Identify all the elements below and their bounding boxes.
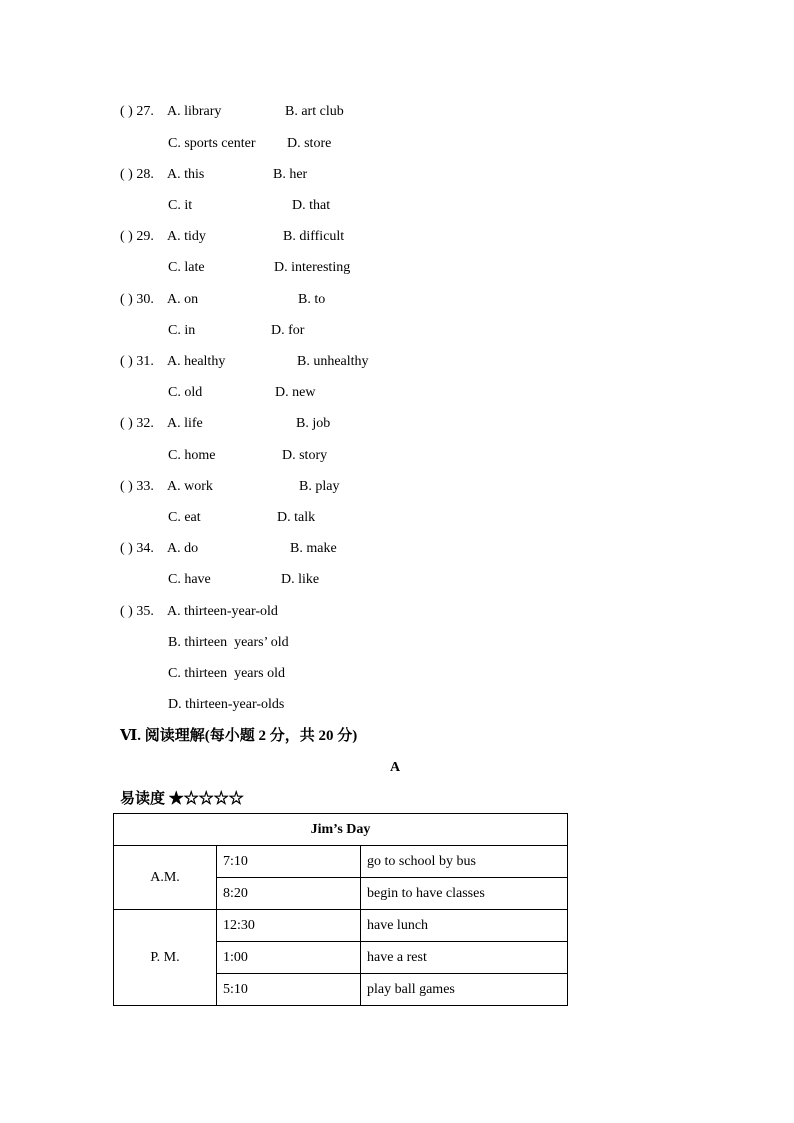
question-31-option-c: C. old (168, 385, 203, 400)
activity-cell: go to school by bus (361, 846, 568, 878)
activity-cell: begin to have classes (361, 878, 568, 910)
question-34-option-d: D. like (281, 572, 320, 587)
question-30-number: ( ) 30. (120, 292, 154, 307)
question-30-option-a: A. on (167, 292, 199, 307)
question-35-option-c: C. thirteen years old (168, 666, 286, 681)
question-27-number: ( ) 27. (120, 104, 154, 119)
question-34-option-a: A. do (167, 541, 199, 556)
passage-label: A (390, 760, 401, 775)
time-cell: 7:10 (217, 846, 361, 878)
question-28-option-d: D. that (292, 198, 331, 213)
table-row (114, 910, 568, 942)
question-33-option-b: B. play (299, 479, 340, 494)
time-cell: 5:10 (217, 974, 361, 1006)
question-34-number: ( ) 34. (120, 541, 154, 556)
question-32-option-b: B. job (296, 416, 331, 431)
activity-cell: play ball games (361, 974, 568, 1006)
question-27-option-a: A. library (167, 104, 222, 119)
time-cell: 8:20 (217, 878, 361, 910)
question-28-number: ( ) 28. (120, 167, 154, 182)
time-cell: 12:30 (217, 910, 361, 942)
question-32-option-a: A. life (167, 416, 203, 431)
question-33-option-a: A. work (167, 479, 213, 494)
table-row (114, 846, 568, 878)
question-27-option-c: C. sports center (168, 136, 256, 151)
pm-label: P. M. (114, 910, 217, 1006)
question-30-option-b: B. to (298, 292, 326, 307)
question-35-option-a: A. thirteen-year-old (167, 604, 278, 619)
question-31-option-a: A. healthy (167, 354, 226, 369)
table-header-row (114, 814, 568, 846)
question-33-option-c: C. eat (168, 510, 201, 525)
question-33-option-d: D. talk (277, 510, 316, 525)
question-29-number: ( ) 29. (120, 229, 154, 244)
question-30-option-d: D. for (271, 323, 305, 338)
question-29-option-a: A. tidy (167, 229, 206, 244)
question-30-option-c: C. in (168, 323, 196, 338)
question-34-option-b: B. make (290, 541, 337, 556)
activity-cell: have a rest (361, 942, 568, 974)
question-29-option-c: C. late (168, 260, 205, 275)
question-27-option-d: D. store (287, 136, 332, 151)
question-31-option-b: B. unhealthy (297, 354, 369, 369)
question-28-option-a: A. this (167, 167, 205, 182)
question-28-option-c: C. it (168, 198, 193, 213)
schedule-table (113, 813, 568, 1006)
question-29-option-d: D. interesting (274, 260, 351, 275)
difficulty-rating: 易读度 ★☆☆☆☆ (120, 791, 244, 807)
question-32-option-d: D. story (282, 448, 328, 463)
activity-cell: have lunch (361, 910, 568, 942)
question-29-option-b: B. difficult (283, 229, 345, 244)
question-34-option-c: C. have (168, 572, 211, 587)
question-31-number: ( ) 31. (120, 354, 154, 369)
question-32-option-c: C. home (168, 448, 216, 463)
section-heading: Ⅵ. 阅读理解(每小题 2 分，共 20 分) (120, 728, 358, 744)
question-32-number: ( ) 32. (120, 416, 154, 431)
question-27-option-b: B. art club (285, 104, 344, 119)
question-33-number: ( ) 33. (120, 479, 154, 494)
question-31-option-d: D. new (275, 385, 316, 400)
am-label: A.M. (114, 846, 217, 910)
question-35-number: ( ) 35. (120, 604, 154, 619)
question-28-option-b: B. her (273, 167, 308, 182)
time-cell: 1:00 (217, 942, 361, 974)
question-35-option-d: D. thirteen-year-olds (168, 697, 285, 712)
table-title: Jim’s Day (114, 814, 568, 846)
question-35-option-b: B. thirteen years’ old (168, 635, 289, 650)
